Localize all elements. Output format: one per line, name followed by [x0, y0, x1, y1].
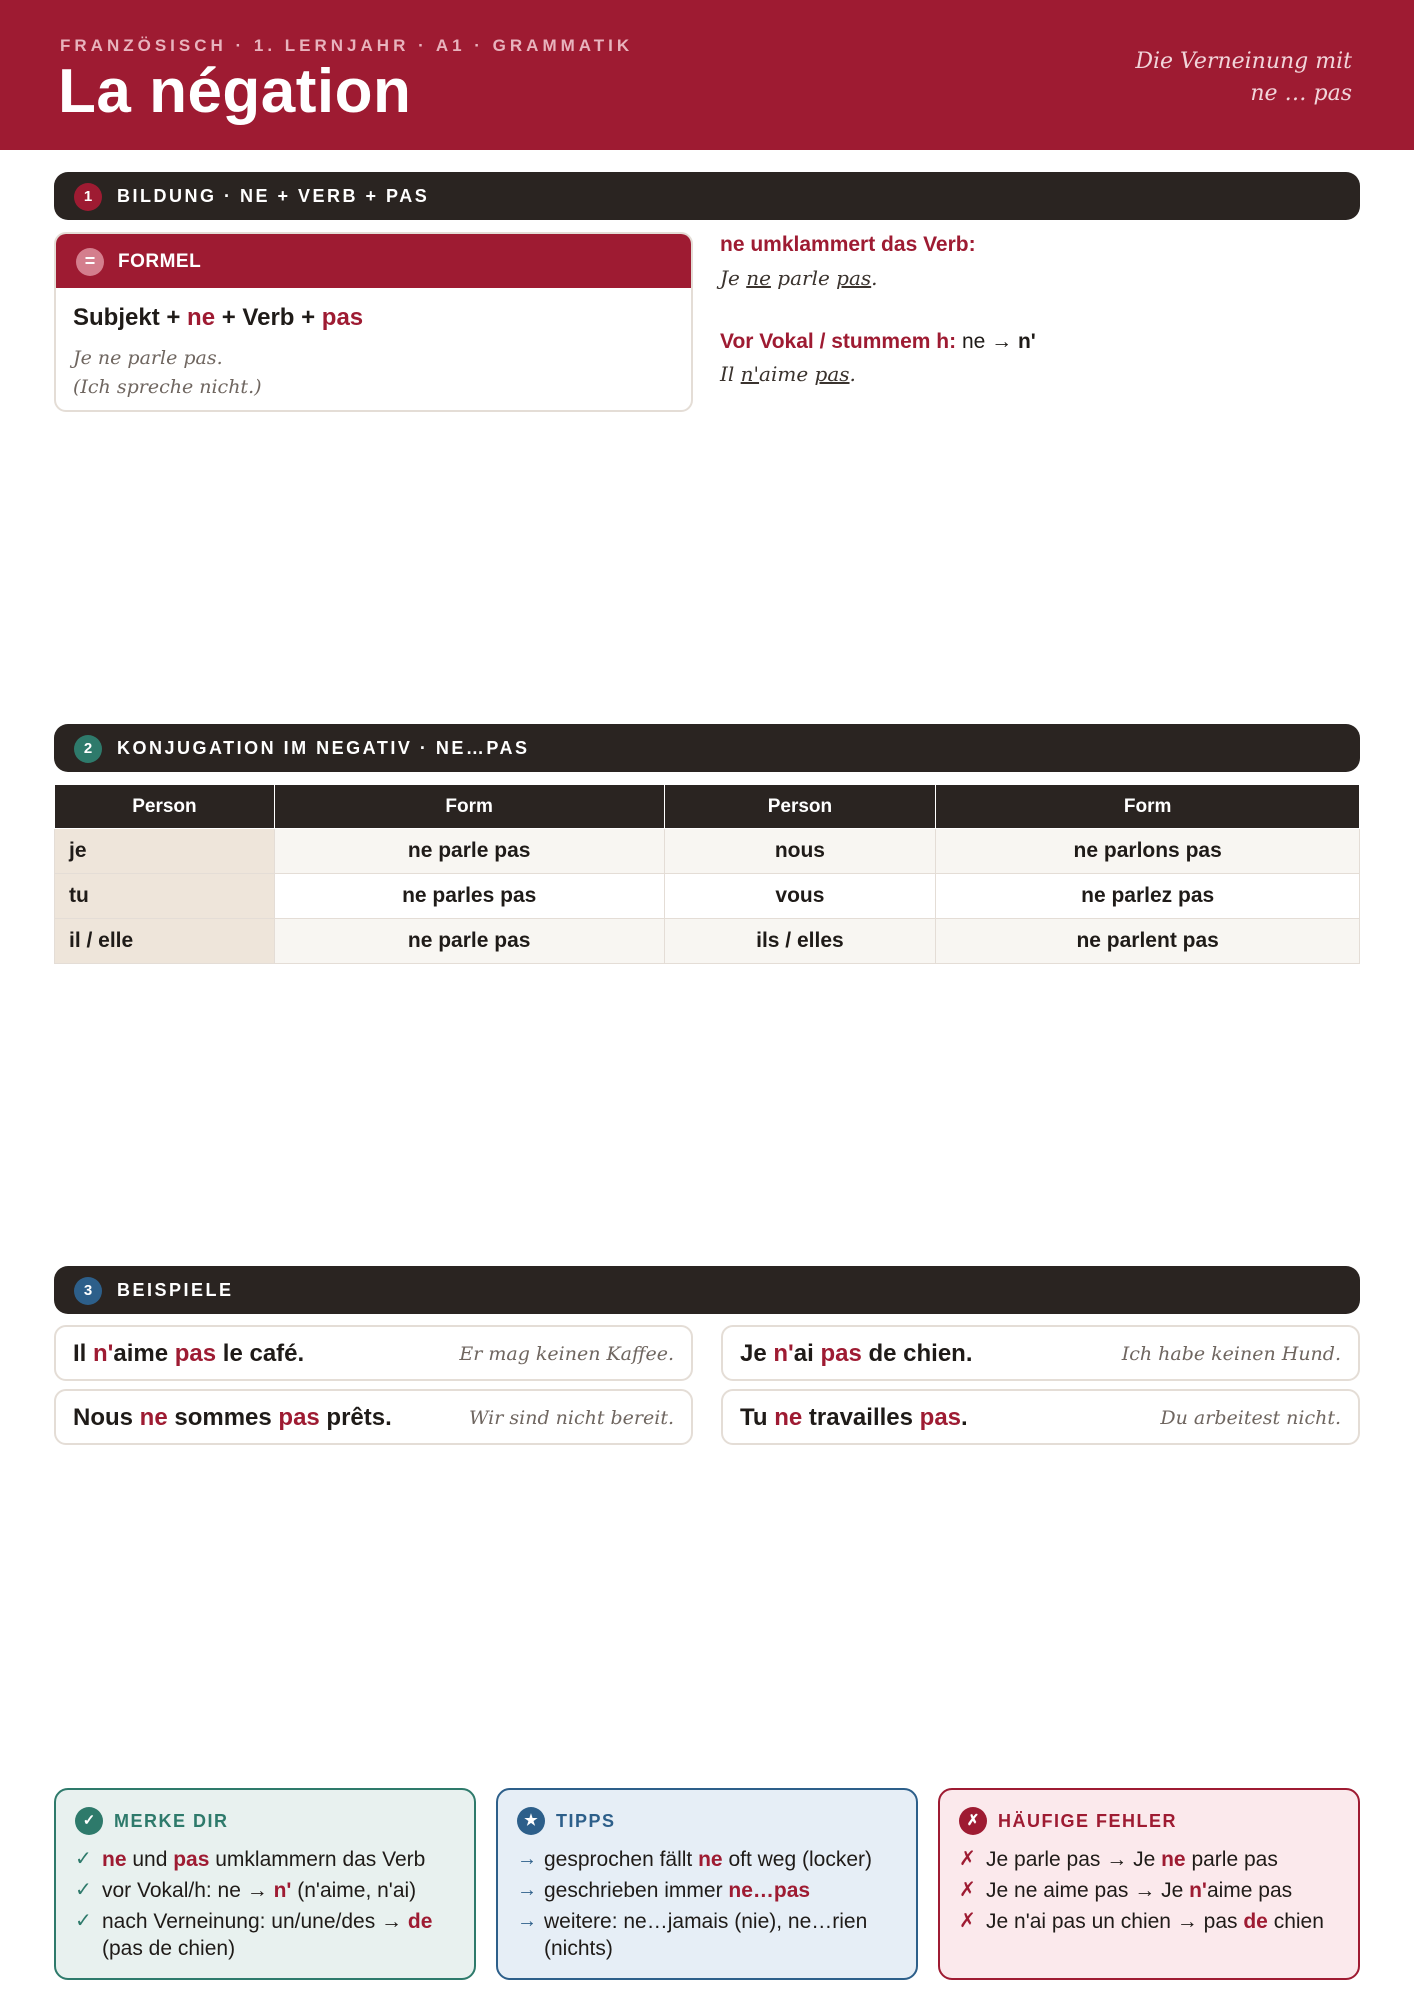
item-text: (pas de chien): [102, 1937, 236, 1960]
example-ne: n': [773, 1340, 794, 1367]
item-text: parle pas: [1185, 1848, 1278, 1871]
highlight: n': [273, 1879, 292, 1902]
merke-list: [75, 1846, 462, 1966]
form-cell: ne parle pas: [274, 829, 664, 874]
item-text: und: [126, 1848, 174, 1871]
example-ne: ne: [774, 1404, 803, 1431]
merke-title: MERKE DIR: [114, 1811, 229, 1831]
cross-icon: ✗: [959, 1807, 987, 1835]
list-item: [517, 1846, 904, 1873]
person-cell: il / elle: [55, 919, 275, 964]
rule-1-example: [720, 266, 878, 290]
highlight: ne…pas: [728, 1879, 811, 1902]
arrow-right-icon: →: [517, 1879, 537, 1901]
example-part: ai: [793, 1340, 821, 1367]
example-translation: Wir sind nicht bereit.: [468, 1407, 674, 1429]
example-card: [54, 1325, 693, 1381]
person-cell: ils / elles: [664, 919, 936, 964]
form-cell: ne parlez pas: [936, 874, 1360, 919]
example-part: aime: [759, 362, 815, 386]
example-part: Il: [720, 362, 741, 386]
highlight: pas: [173, 1848, 210, 1871]
tipps-list: [517, 1846, 904, 1966]
item-text: umklammern das Verb: [209, 1848, 426, 1871]
form-cell: ne parles pas: [274, 874, 664, 919]
table-header: Form: [274, 785, 664, 829]
form-cell: ne parlons pas: [936, 829, 1360, 874]
tipps-box: [496, 1788, 918, 1980]
example-part: aime: [113, 1340, 175, 1367]
subtitle-line-2: ne … pas: [1250, 81, 1352, 106]
formula-card: [54, 232, 693, 412]
fehler-title: HÄUFIGE FEHLER: [998, 1811, 1178, 1831]
page-title: La négation: [58, 57, 412, 126]
example-part: de chien.: [861, 1340, 973, 1367]
formula-part: + Verb +: [215, 304, 322, 331]
example-card: [54, 1389, 693, 1445]
item-text: Je parle pas → Je: [986, 1848, 1162, 1871]
highlight: de: [407, 1910, 433, 1933]
arrow-right-icon: →: [517, 1848, 537, 1870]
subtitle-line-1: Die Verneinung mit: [1135, 49, 1352, 74]
page-subtitle: [1052, 46, 1352, 110]
person-cell: vous: [664, 874, 936, 919]
section-2-label: KONJUGATION IM NEGATIV · NE…PAS: [117, 738, 530, 758]
highlight: n': [1189, 1879, 1207, 1902]
rule-2-title: [720, 330, 1036, 354]
example-pas: pas: [836, 266, 872, 290]
example-french: [73, 1340, 304, 1368]
highlight: ne: [1161, 1848, 1186, 1871]
example-ne: n': [740, 362, 760, 386]
highlight: ne: [698, 1848, 723, 1871]
tipps-title: TIPPS: [556, 1811, 616, 1831]
star-icon: ★: [517, 1807, 545, 1835]
highlight: ne: [102, 1848, 127, 1871]
list-item: [517, 1877, 904, 1904]
section-1-number: 1: [74, 183, 102, 211]
table-header: Form: [936, 785, 1360, 829]
check-icon: ✓: [75, 1879, 92, 1901]
rule-2-example: [720, 362, 856, 386]
check-icon: ✓: [75, 1910, 92, 1932]
page-header: [0, 0, 1414, 150]
example-pas: pas: [919, 1404, 962, 1431]
section-1-bar: [54, 172, 1360, 220]
item-text: Je n'ai pas un chien → pas: [986, 1910, 1244, 1933]
example-pas: pas: [278, 1404, 320, 1431]
example-card: [721, 1389, 1360, 1445]
example-french: [740, 1404, 968, 1432]
person-cell: je: [55, 829, 275, 874]
fehler-list: [959, 1846, 1346, 1939]
example-part: .: [961, 1404, 968, 1431]
rule-2-label: Vor Vokal / stummem h:: [720, 330, 957, 353]
conjugation-table: [54, 784, 1360, 964]
example-part: Je: [720, 266, 747, 290]
item-text: geschrieben immer: [544, 1879, 729, 1902]
example-part: .: [849, 362, 856, 386]
example-part: .: [871, 266, 878, 290]
merke-box: [54, 1788, 476, 1980]
form-cell: ne parle pas: [274, 919, 664, 964]
example-pas: pas: [820, 1340, 862, 1367]
table-header-row: [55, 785, 1360, 829]
example-part: parle: [770, 266, 837, 290]
person-cell: nous: [664, 829, 936, 874]
section-1-label: BILDUNG · NE + VERB + PAS: [117, 186, 430, 206]
table-header: Person: [664, 785, 936, 829]
fehler-box: [938, 1788, 1360, 1980]
example-part: sommes: [167, 1404, 279, 1431]
section-2-bar: [54, 724, 1360, 772]
formula-pas: pas: [321, 304, 364, 331]
formula-ne: ne: [187, 304, 216, 331]
person-cell: tu: [55, 874, 275, 919]
rule-2-elision: n': [1017, 330, 1036, 353]
table-header: Person: [55, 785, 275, 829]
item-text: gesprochen fällt: [544, 1848, 699, 1871]
item-text: oft weg (locker): [722, 1848, 873, 1871]
formula-part: Subjekt +: [73, 304, 188, 331]
list-item: [959, 1877, 1346, 1904]
example-part: prêts.: [319, 1404, 392, 1431]
list-item: [75, 1877, 462, 1904]
section-2-number: 2: [74, 735, 102, 763]
example-ne: ne: [139, 1404, 168, 1431]
example-pas: pas: [174, 1340, 217, 1367]
example-french: [740, 1340, 973, 1368]
equals-icon: =: [76, 248, 104, 276]
check-icon: ✓: [75, 1848, 92, 1870]
formula-example-fr: Je ne parle pas.: [73, 347, 223, 369]
example-part: travailles: [802, 1404, 920, 1431]
formula-card-label: FORMEL: [118, 251, 202, 272]
example-ne: ne: [746, 266, 771, 290]
example-translation: Ich habe keinen Hund.: [1121, 1343, 1341, 1365]
cross-icon: ✗: [959, 1879, 976, 1901]
item-text: chien: [1267, 1910, 1324, 1933]
table-row: [55, 874, 1360, 919]
cross-icon: ✗: [959, 1910, 976, 1932]
item-text: Je ne aime pas → Je: [986, 1879, 1190, 1902]
example-pas: pas: [814, 362, 850, 386]
item-text: nach Verneinung: un/une/des →: [102, 1910, 408, 1933]
formula-card-header: [56, 234, 691, 288]
formula-example: [73, 344, 262, 402]
section-3-label: BEISPIELE: [117, 1280, 234, 1300]
rule-2-detail: ne →: [956, 330, 1018, 353]
example-part: Il: [73, 1340, 94, 1367]
example-translation: Er mag keinen Kaffee.: [459, 1343, 674, 1365]
example-translation: Du arbeitest nicht.: [1160, 1407, 1341, 1429]
header-kicker: FRANZÖSISCH · 1. LERNJAHR · A1 · GRAMMATIK: [60, 36, 634, 55]
form-cell: ne parlent pas: [936, 919, 1360, 964]
example-card: [721, 1325, 1360, 1381]
list-item: [75, 1908, 462, 1962]
list-item: [75, 1846, 462, 1873]
check-icon: ✓: [75, 1807, 103, 1835]
cross-icon: ✗: [959, 1848, 976, 1870]
arrow-right-icon: →: [517, 1910, 537, 1932]
formula-text: [73, 304, 363, 332]
list-item: [959, 1908, 1346, 1935]
example-part: Tu: [740, 1404, 775, 1431]
rule-1-title: ne umklammert das Verb:: [720, 233, 976, 256]
example-french: [73, 1404, 392, 1432]
example-part: Je: [740, 1340, 774, 1367]
table-row: [55, 829, 1360, 874]
item-text: aime pas: [1206, 1879, 1293, 1902]
item-text: (n'aime, n'ai): [291, 1879, 417, 1902]
item-text: vor Vokal/h: ne →: [102, 1879, 274, 1902]
highlight: de: [1243, 1910, 1268, 1933]
list-item: [959, 1846, 1346, 1873]
list-item: [517, 1908, 904, 1962]
section-3-bar: [54, 1266, 1360, 1314]
example-part: Nous: [73, 1404, 140, 1431]
table-row: [55, 919, 1360, 964]
example-part: le café.: [216, 1340, 305, 1367]
formula-example-de: (Ich spreche nicht.): [73, 376, 262, 398]
section-3-number: 3: [74, 1277, 102, 1305]
item-text: weitere: ne…jamais (nie), ne…rien (nichts): [544, 1910, 868, 1960]
example-ne: n': [93, 1340, 114, 1367]
